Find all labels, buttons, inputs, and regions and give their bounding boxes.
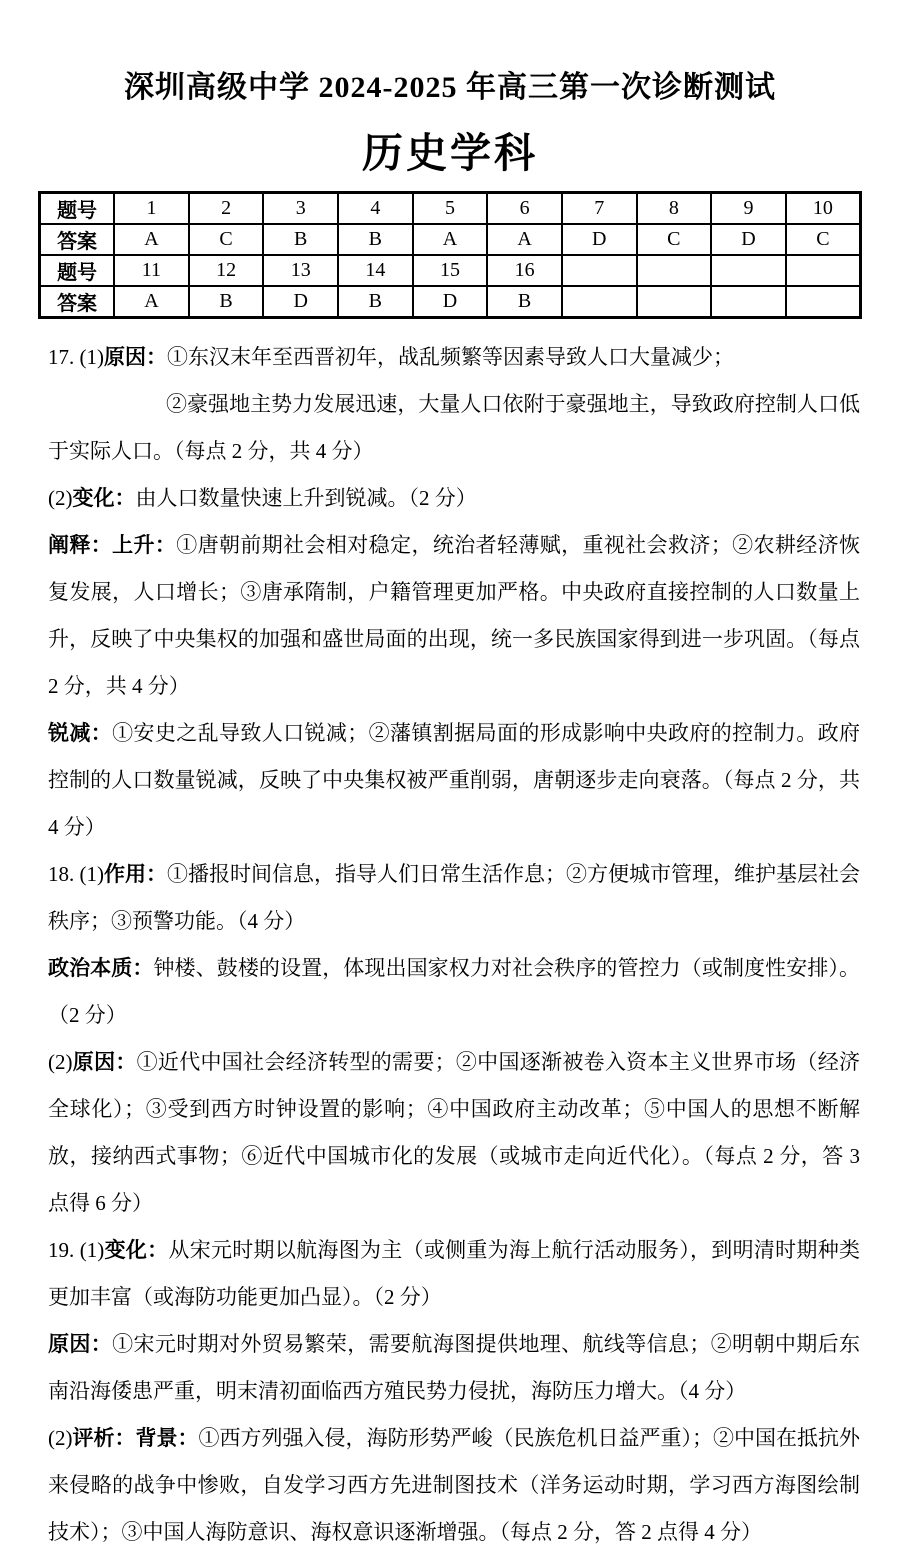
answer-cell: D — [562, 224, 637, 255]
table-row — [40, 255, 861, 286]
answer-cell: A — [114, 286, 189, 318]
answers-section — [48, 334, 860, 1556]
answer-paragraph — [48, 1227, 860, 1321]
answer-paragraph — [48, 381, 860, 475]
answer-paragraph — [48, 334, 860, 381]
answer-text: ①东汉末年至西晋初年，战乱频繁等因素导致人口大量减少； — [167, 345, 734, 369]
answer-cell: 11 — [114, 255, 189, 286]
subject-title: 历史学科 — [362, 130, 538, 176]
answer-label: 评析： — [72, 1426, 136, 1450]
answer-label: 锐减： — [48, 721, 113, 745]
answer-text: (2) — [48, 1050, 73, 1074]
answer-label: 背景： — [135, 1426, 199, 1450]
answer-label: 政治本质： — [48, 956, 154, 980]
answer-text: 19. (1) — [48, 1238, 105, 1262]
answer-cell: 14 — [338, 255, 413, 286]
answer-cell: 1 — [114, 193, 189, 225]
answer-cell: B — [338, 224, 413, 255]
answer-text: ①近代中国社会经济转型的需要；②中国逐渐被卷入资本主义世界市场（经济全球化）；③受到西方时钟设置的影响；④中国政府主动改革；⑤中国人的思想不断解放，接纳西式事物；⑥近代中国城市化的发展（或城市走向近代化）。（每点 2 分，答 3 点得 6 分） — [48, 1050, 861, 1215]
table-row — [40, 193, 861, 225]
row-header-cell: 答案 — [40, 224, 115, 255]
answer-cell: A — [487, 224, 562, 255]
answer-cell: 12 — [189, 255, 264, 286]
answer-cell — [637, 255, 712, 286]
answer-cell: D — [263, 286, 338, 318]
answer-cell — [786, 255, 861, 286]
answer-label: 阐释： — [48, 533, 113, 557]
answer-text: 由人口数量快速上升到锐减。（2 分） — [135, 486, 477, 510]
answer-cell — [711, 255, 786, 286]
answer-cell: D — [413, 286, 488, 318]
answer-cell — [562, 255, 637, 286]
answer-text: 18. (1) — [48, 862, 104, 886]
answer-cell: A — [114, 224, 189, 255]
answer-cell — [637, 286, 712, 318]
answer-cell — [786, 286, 861, 318]
answer-text: ②豪强地主势力发展迅速，大量人口依附于豪强地主，导致政府控制人口低于实际人口。（每点 2 分，共 4 分） — [48, 392, 860, 463]
answer-cell: 10 — [786, 193, 861, 225]
answer-text: ①西方列强入侵，海防形势严峻（民族危机日益严重）；②中国在抵抗外来侵略的战争中惨败，自发学习西方先进制图技术（洋务运动时期，学习西方海图绘制技术）；③中国人海防意识、海权意识逐渐增强。（每点 2 分，答 2 点得 4 分） — [48, 1426, 860, 1544]
table-row — [40, 224, 861, 255]
answer-text: (2) — [48, 1426, 73, 1450]
answer-cell: C — [786, 224, 861, 255]
answer-text: 17. (1) — [48, 345, 104, 369]
answer-paragraph — [48, 710, 860, 851]
answer-label: 作用： — [104, 862, 167, 886]
answer-cell: 7 — [562, 193, 637, 225]
answer-cell — [711, 286, 786, 318]
answer-paragraph — [48, 522, 860, 710]
answer-paragraph — [48, 1321, 860, 1415]
answer-label: 变化： — [104, 1238, 169, 1262]
answer-text: 从宋元时期以航海图为主（或侧重为海上航行活动服务），到明清时期种类更加丰富（或海防功能更加凸显）。（2 分） — [48, 1238, 860, 1309]
answer-label: 原因： — [72, 1050, 137, 1074]
answer-cell: 6 — [487, 193, 562, 225]
answer-cell: 8 — [637, 193, 712, 225]
answer-table-body — [40, 193, 861, 318]
answer-cell: C — [637, 224, 712, 255]
answer-cell: 2 — [189, 193, 264, 225]
answer-cell: B — [338, 286, 413, 318]
answer-text: ①宋元时期对外贸易繁荣，需要航海图提供地理、航线等信息；②明朝中期后东南沿海倭患严重，明末清初面临西方殖民势力侵扰，海防压力增大。（4 分） — [48, 1332, 861, 1403]
answer-cell: 13 — [263, 255, 338, 286]
answer-cell: A — [413, 224, 488, 255]
answer-cell: 9 — [711, 193, 786, 225]
row-header-cell: 题号 — [40, 193, 115, 225]
answer-cell: B — [263, 224, 338, 255]
answer-text: (2) — [48, 486, 73, 510]
answer-paragraph — [48, 851, 860, 945]
answer-cell: 4 — [338, 193, 413, 225]
answer-paragraph — [48, 1415, 860, 1556]
answer-cell: B — [487, 286, 562, 318]
answer-label: 上升： — [112, 533, 177, 557]
answer-cell — [562, 286, 637, 318]
answer-key-table — [38, 191, 862, 319]
answer-cell: B — [189, 286, 264, 318]
row-header-cell: 答案 — [40, 286, 115, 318]
answer-paragraph — [48, 1039, 860, 1227]
document-title: 深圳高级中学 2024-2025 年高三第一次诊断测试 — [124, 71, 776, 104]
answer-paragraph — [48, 945, 860, 1039]
row-header-cell: 题号 — [40, 255, 115, 286]
answer-cell: 16 — [487, 255, 562, 286]
answer-text: ①播报时间信息，指导人们日常生活作息；②方便城市管理，维护基层社会秩序；③预警功能。（4 分） — [48, 862, 860, 933]
answer-cell: 15 — [413, 255, 488, 286]
answer-cell: 3 — [263, 193, 338, 225]
answer-cell: 5 — [413, 193, 488, 225]
answer-label: 变化： — [72, 486, 136, 510]
table-row — [40, 286, 861, 318]
answer-text: 钟楼、鼓楼的设置，体现出国家权力对社会秩序的管控力（或制度性安排）。（2 分） — [48, 956, 861, 1027]
answer-label: 原因： — [104, 345, 167, 369]
answer-text: ①安史之乱导致人口锐减；②藩镇割据局面的形成影响中央政府的控制力。政府控制的人口数量锐减，反映了中央集权被严重削弱，唐朝逐步走向衰落。（每点 2 分，共 4 分） — [48, 721, 861, 839]
answer-cell: C — [189, 224, 264, 255]
answer-cell: D — [711, 224, 786, 255]
answer-paragraph — [48, 475, 860, 522]
answer-label: 原因： — [48, 1332, 113, 1356]
answer-text: ①唐朝前期社会相对稳定，统治者轻薄赋，重视社会救济；②农耕经济恢复发展，人口增长；③唐承隋制，户籍管理更加严格。中央政府直接控制的人口数量上升，反映了中央集权的加强和盛世局面的出现，统一多民族国家得到进一步巩固。（每点 2 分，共 4 分） — [48, 533, 861, 698]
